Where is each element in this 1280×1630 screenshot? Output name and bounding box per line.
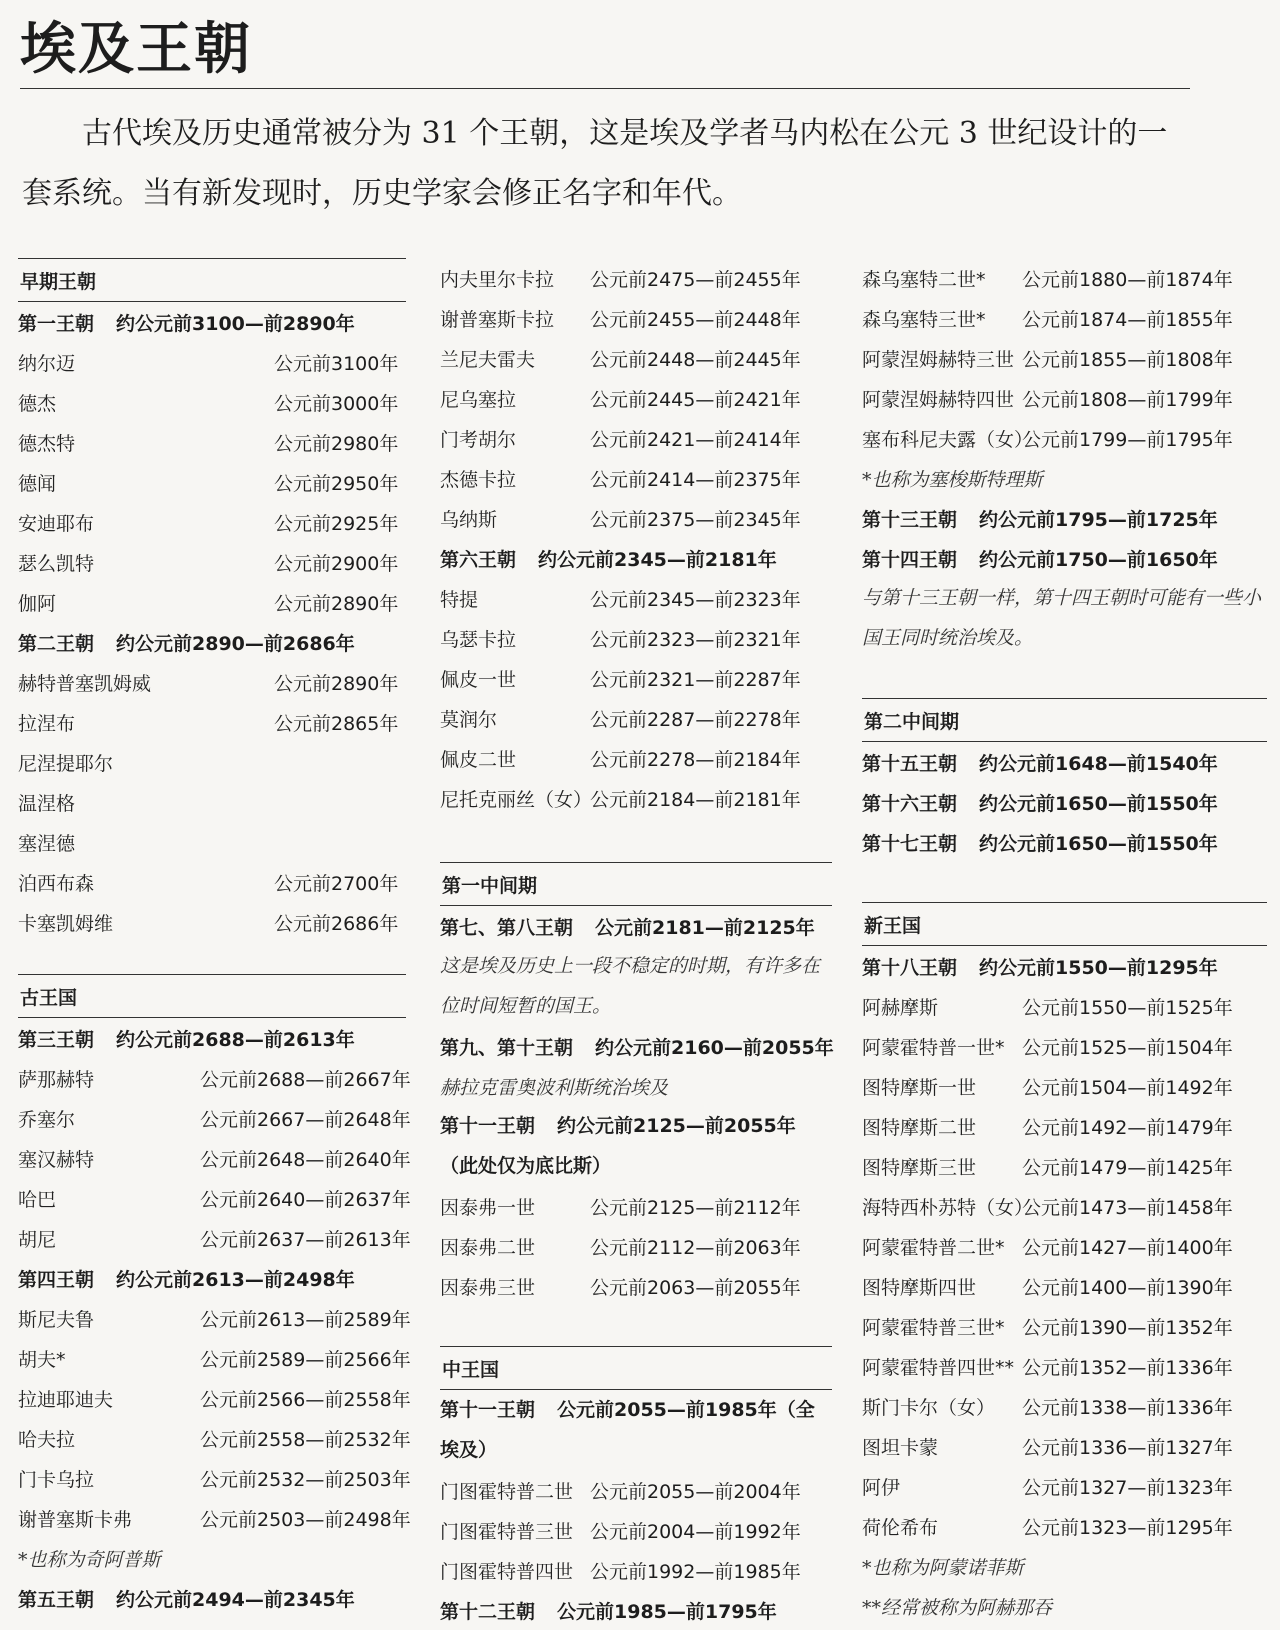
king-row — [440, 658, 832, 698]
reign-dates: 公元前2063—前2055年 — [590, 1276, 801, 1299]
king-row — [18, 502, 406, 542]
king-row — [18, 1378, 411, 1418]
king-row — [440, 258, 832, 298]
dynasty-row — [440, 538, 832, 578]
king-row — [18, 422, 406, 462]
dynasty-row — [862, 742, 1267, 782]
dynasty-row — [440, 1106, 832, 1186]
king-row — [18, 542, 406, 582]
king-row — [440, 1186, 832, 1226]
king-row — [18, 382, 406, 422]
king-row — [862, 986, 1267, 1026]
king-list — [862, 258, 1267, 458]
dynasty-row — [18, 1258, 406, 1298]
dynasty-label: 第七、第八王朝 — [440, 916, 574, 939]
dynasty-range: 公元前2181—前2125年 — [595, 916, 815, 939]
king-list — [440, 1470, 832, 1590]
reign-dates: 公元前1323—前1295年 — [1022, 1516, 1233, 1539]
king-name: 尼涅提耶尔 — [18, 752, 114, 775]
dynasty-range: 约公元前1750—前1650年 — [979, 548, 1218, 571]
reign-dates: 公元前2686年 — [274, 912, 399, 935]
dynasty-row — [18, 1018, 406, 1058]
reign-dates: 公元前2566—前2558年 — [200, 1388, 411, 1411]
king-row — [18, 742, 406, 782]
king-name: 哈巴 — [18, 1188, 57, 1211]
reign-dates: 公元前1808—前1799年 — [1022, 388, 1233, 411]
king-row — [440, 738, 832, 778]
king-row — [440, 778, 832, 818]
king-name: 图坦卡蒙 — [862, 1436, 939, 1459]
dynasty-row — [440, 906, 832, 946]
king-row — [18, 822, 406, 862]
king-row — [440, 578, 832, 618]
page-title: 埃及王朝 — [20, 16, 252, 82]
reign-dates: 公元前2278—前2184年 — [590, 748, 801, 771]
spacer — [18, 942, 406, 974]
reign-dates: 公元前2890年 — [274, 672, 399, 695]
king-name: 德杰 — [18, 392, 57, 415]
king-row — [440, 418, 832, 458]
king-name: 森乌塞特二世* — [862, 268, 986, 291]
section-heading-middle-kingdom: 中王国 — [440, 1346, 832, 1390]
reign-dates: 公元前1479—前1425年 — [1022, 1156, 1233, 1179]
spacer — [440, 818, 832, 862]
king-name: 杰德卡拉 — [440, 468, 517, 491]
king-list — [440, 258, 832, 538]
dynasty-label: 第六王朝 — [440, 548, 517, 571]
king-name: 因泰弗二世 — [440, 1236, 536, 1259]
king-name: 乔塞尔 — [18, 1108, 76, 1131]
reign-dates: 公元前1327—前1323年 — [1022, 1476, 1233, 1499]
king-row — [862, 1506, 1267, 1546]
reign-dates: 公元前2900年 — [274, 552, 399, 575]
king-row — [18, 1098, 411, 1138]
reign-dates: 公元前1855—前1808年 — [1022, 348, 1233, 371]
king-name: 斯门卡尔（女） — [862, 1396, 996, 1419]
king-row — [862, 1026, 1267, 1066]
reign-dates: 公元前1799—前1795年 — [1022, 428, 1233, 451]
king-name: 图特摩斯二世 — [862, 1116, 977, 1139]
dynasty-label: 第十八王朝 — [862, 956, 958, 979]
king-name: 哈夫拉 — [18, 1428, 76, 1451]
king-name: 门图霍特普三世 — [440, 1520, 574, 1543]
reign-dates: 公元前1550—前1525年 — [1022, 996, 1233, 1019]
reign-dates: 公元前2613—前2589年 — [200, 1308, 411, 1331]
king-name: 佩皮二世 — [440, 748, 517, 771]
king-name: 瑟么凯特 — [18, 552, 95, 575]
king-name: 阿蒙霍特普四世** — [862, 1356, 1015, 1379]
dynasty-range: 约公元前2494—前2345年 — [116, 1588, 355, 1611]
reign-dates: 公元前1525—前1504年 — [1022, 1036, 1233, 1059]
king-name: 图特摩斯三世 — [862, 1156, 977, 1179]
king-row — [862, 1186, 1267, 1226]
king-row — [18, 1458, 411, 1498]
spacer — [862, 658, 1267, 698]
column-2 — [440, 258, 832, 1630]
king-name: 乌纳斯 — [440, 508, 498, 531]
dynasty-range: 约公元前3100—前2890年 — [116, 312, 355, 335]
king-row — [440, 338, 832, 378]
column-3 — [862, 258, 1267, 1626]
reign-dates: 公元前2688—前2667年 — [200, 1068, 411, 1091]
dynasty-label: 第十六王朝 — [862, 792, 958, 815]
king-name: 安迪耶布 — [18, 512, 95, 535]
king-row — [18, 1138, 411, 1178]
reign-dates: 公元前2004—前1992年 — [590, 1520, 801, 1543]
reign-dates: 公元前2321—前2287年 — [590, 668, 801, 691]
king-name: 荷伦希布 — [862, 1516, 939, 1539]
king-name: 赫特普塞凯姆威 — [18, 672, 152, 695]
king-row — [18, 1498, 411, 1538]
reign-dates: 公元前2950年 — [274, 472, 399, 495]
section-heading-old-kingdom: 古王国 — [18, 974, 406, 1018]
king-row — [862, 1466, 1267, 1506]
dynasty-label: 第十三王朝 — [862, 508, 958, 531]
reign-dates: 公元前1338—前1336年 — [1022, 1396, 1233, 1419]
reign-dates: 公元前3100年 — [274, 352, 399, 375]
dynasty-label: 第十二王朝 — [440, 1600, 536, 1623]
king-row — [440, 498, 832, 538]
footnote: *也称为阿蒙诺菲斯 — [862, 1556, 1024, 1579]
king-name: 斯尼夫鲁 — [18, 1308, 95, 1331]
dynasty-row — [440, 1390, 832, 1470]
dynasty-label: 第二王朝 — [18, 632, 95, 655]
king-name: 门图霍特普二世 — [440, 1480, 574, 1503]
dynasty-label: 第十四王朝 — [862, 548, 958, 571]
king-name: 海特西朴苏特（女） — [862, 1196, 1034, 1219]
king-row — [18, 902, 406, 942]
king-row — [862, 258, 1267, 298]
king-row — [18, 342, 406, 382]
dynasty-row — [862, 946, 1267, 986]
king-name: 谢普塞斯卡弗 — [18, 1508, 133, 1531]
king-name: 伽阿 — [18, 592, 57, 615]
spacer — [440, 1306, 832, 1346]
column-1 — [18, 258, 411, 1618]
king-name: 兰尼夫雷夫 — [440, 348, 536, 371]
reign-dates: 公元前1427—前1400年 — [1022, 1236, 1233, 1259]
dynasty-note: 与第十三王朝一样，第十四王朝时可能有一些小国王同时统治埃及。 — [862, 587, 1262, 649]
reign-dates: 公元前2055—前2004年 — [590, 1480, 801, 1503]
king-name: 卡塞凯姆维 — [18, 912, 114, 935]
king-row — [862, 1106, 1267, 1146]
reign-dates: 公元前2445—前2421年 — [590, 388, 801, 411]
dynasty-row — [862, 538, 1267, 578]
reign-dates: 公元前1880—前1874年 — [1022, 268, 1233, 291]
king-name: 塞汉赫特 — [18, 1148, 95, 1171]
dynasty-row — [440, 1590, 832, 1630]
spacer — [862, 862, 1267, 902]
dynasty-row — [18, 622, 406, 662]
dynasty-note: 这是埃及历史上一段不稳定的时期，有许多在位时间短暂的国王。 — [440, 955, 821, 1017]
king-row — [18, 582, 406, 622]
dynasty-range: 约公元前1650—前1550年 — [979, 832, 1218, 855]
king-name: 莫润尔 — [440, 708, 498, 731]
dynasty-range: 约公元前2125—前2055年（此处仅为底比斯） — [440, 1115, 796, 1177]
reign-dates: 公元前1492—前1479年 — [1022, 1116, 1233, 1139]
king-row — [440, 1266, 832, 1306]
king-row — [440, 458, 832, 498]
king-name: 温涅格 — [18, 792, 76, 815]
king-name: 内夫里尔卡拉 — [440, 268, 555, 291]
king-name: 拉涅布 — [18, 712, 76, 735]
reign-dates: 公元前3000年 — [274, 392, 399, 415]
king-name: 胡夫* — [18, 1348, 66, 1371]
reign-dates: 公元前2375—前2345年 — [590, 508, 801, 531]
king-row — [862, 1266, 1267, 1306]
king-row — [18, 662, 406, 702]
king-row — [18, 462, 406, 502]
reign-dates: 公元前2980年 — [274, 432, 399, 455]
king-name: 泊西布森 — [18, 872, 95, 895]
footnote: *也称为奇阿普斯 — [18, 1548, 161, 1571]
dynasty-range: 约公元前1648—前1540年 — [979, 752, 1218, 775]
dynasty-label: 第十五王朝 — [862, 752, 958, 775]
reign-dates: 公元前1352—前1336年 — [1022, 1356, 1233, 1379]
dynasty-range: 约公元前2345—前2181年 — [538, 548, 777, 571]
reign-dates: 公元前2532—前2503年 — [200, 1468, 411, 1491]
footnote: **经常被称为阿赫那吞 — [862, 1596, 1053, 1619]
king-name: 佩皮一世 — [440, 668, 517, 691]
king-row — [440, 1470, 832, 1510]
king-list — [440, 1186, 832, 1306]
king-name: 拉迪耶迪夫 — [18, 1388, 114, 1411]
king-row — [440, 618, 832, 658]
king-name: 图特摩斯四世 — [862, 1276, 977, 1299]
reign-dates: 公元前2865年 — [274, 712, 399, 735]
reign-dates: 公元前2184—前2181年 — [590, 788, 801, 811]
king-row — [18, 1058, 411, 1098]
king-row — [862, 1306, 1267, 1346]
king-name: 阿赫摩斯 — [862, 996, 939, 1019]
king-list — [18, 1298, 411, 1538]
king-row — [862, 418, 1267, 458]
reign-dates: 公元前1473—前1458年 — [1022, 1196, 1233, 1219]
dynasty-range: 约公元前2688—前2613年 — [116, 1028, 355, 1051]
dynasty-label: 第五王朝 — [18, 1588, 95, 1611]
king-name: 门考胡尔 — [440, 428, 517, 451]
dynasty-label: 第一王朝 — [18, 312, 95, 335]
reign-dates: 公元前2589—前2566年 — [200, 1348, 411, 1371]
king-row — [18, 782, 406, 822]
reign-dates: 公元前2125—前2112年 — [590, 1196, 801, 1219]
king-row — [18, 1178, 411, 1218]
king-row — [440, 378, 832, 418]
dynasty-label: 第三王朝 — [18, 1028, 95, 1051]
king-name: 纳尔迈 — [18, 352, 76, 375]
dynasty-row — [862, 782, 1267, 822]
king-name: 因泰弗三世 — [440, 1276, 536, 1299]
king-row — [18, 1418, 411, 1458]
king-row — [440, 1510, 832, 1550]
reign-dates: 公元前2414—前2375年 — [590, 468, 801, 491]
reign-dates: 公元前2448—前2445年 — [590, 348, 801, 371]
king-name: 塞布科尼夫露（女） — [862, 428, 1034, 451]
king-row — [862, 378, 1267, 418]
footnote: *也称为塞梭斯特理斯 — [862, 468, 1043, 491]
reign-dates: 公元前1992—前1985年 — [590, 1560, 801, 1583]
reign-dates: 公元前2637—前2613年 — [200, 1228, 411, 1251]
king-row — [440, 298, 832, 338]
dynasty-label: 第十一王朝 — [440, 1399, 536, 1421]
king-row — [862, 1226, 1267, 1266]
king-name: 塞涅德 — [18, 832, 76, 855]
reign-dates: 公元前2323—前2321年 — [590, 628, 801, 651]
king-row — [440, 1550, 832, 1590]
king-row — [862, 1386, 1267, 1426]
king-name: 特提 — [440, 588, 479, 611]
king-name: 阿蒙霍特普二世* — [862, 1236, 1005, 1259]
dynasty-range: 约公元前1550—前1295年 — [979, 956, 1218, 979]
king-name: 乌瑟卡拉 — [440, 628, 517, 651]
king-list — [862, 986, 1267, 1546]
reign-dates: 公元前1874—前1855年 — [1022, 308, 1233, 331]
dynasty-range: 约公元前1650—前1550年 — [979, 792, 1218, 815]
dynasty-row — [18, 1578, 406, 1618]
king-name: 萨那赫特 — [18, 1068, 95, 1091]
reign-dates: 公元前1504—前1492年 — [1022, 1076, 1233, 1099]
dynasty-row — [18, 302, 406, 342]
reign-dates: 公元前1400—前1390年 — [1022, 1276, 1233, 1299]
king-row — [862, 338, 1267, 378]
dynasty-label: 第四王朝 — [18, 1268, 95, 1291]
king-name: 阿蒙涅姆赫特三世 — [862, 348, 1015, 371]
king-name: 德杰特 — [18, 432, 76, 455]
king-row — [862, 298, 1267, 338]
king-name: 胡尼 — [18, 1228, 57, 1251]
king-name: 因泰弗一世 — [440, 1196, 536, 1219]
dynasty-row — [862, 822, 1267, 862]
king-name: 尼托克丽丝（女） — [440, 788, 593, 811]
reign-dates: 公元前2667—前2648年 — [200, 1108, 411, 1131]
reign-dates: 公元前2345—前2323年 — [590, 588, 801, 611]
reign-dates: 公元前2503—前2498年 — [200, 1508, 411, 1531]
reign-dates: 公元前2890年 — [274, 592, 399, 615]
dynasty-label: 第十一王朝 — [440, 1115, 536, 1137]
king-name: 门图霍特普四世 — [440, 1560, 574, 1583]
reign-dates: 公元前2925年 — [274, 512, 399, 535]
king-name: 森乌塞特三世* — [862, 308, 986, 331]
dynasty-note: 赫拉克雷奥波利斯统治埃及 — [440, 1076, 669, 1099]
reign-dates: 公元前2700年 — [274, 872, 399, 895]
king-row — [18, 702, 406, 742]
dynasty-row — [862, 498, 1267, 538]
king-list — [18, 342, 406, 622]
king-name: 门卡乌拉 — [18, 1468, 95, 1491]
section-heading-first-intermediate: 第一中间期 — [440, 862, 832, 906]
dynasty-label: 第九、第十王朝 — [440, 1036, 574, 1059]
king-row — [18, 1218, 411, 1258]
dynasty-label: 第十七王朝 — [862, 832, 958, 855]
section-heading-new-kingdom: 新王国 — [862, 902, 1267, 946]
dynasty-range: 约公元前1795—前1725年 — [979, 508, 1218, 531]
king-row — [862, 1066, 1267, 1106]
reign-dates: 公元前2648—前2640年 — [200, 1148, 411, 1171]
king-name: 阿蒙涅姆赫特四世 — [862, 388, 1015, 411]
king-row — [440, 698, 832, 738]
king-name: 阿伊 — [862, 1476, 901, 1499]
king-row — [18, 1338, 411, 1378]
king-name: 尼乌塞拉 — [440, 388, 517, 411]
reign-dates: 公元前2558—前2532年 — [200, 1428, 411, 1451]
reign-dates: 公元前2640—前2637年 — [200, 1188, 411, 1211]
king-name: 阿蒙霍特普一世* — [862, 1036, 1005, 1059]
intro-paragraph: 古代埃及历史通常被分为 31 个王朝，这是埃及学者马内松在公元 3 世纪设计的一套系统。当有新发现时，历史学家会修正名字和年代。 — [22, 116, 1168, 211]
reign-dates: 公元前1390—前1352年 — [1022, 1316, 1233, 1339]
dynasty-range: 约公元前2160—前2055年 — [595, 1036, 834, 1059]
reign-dates: 公元前2112—前2063年 — [590, 1236, 801, 1259]
reign-dates: 公元前2455—前2448年 — [590, 308, 801, 331]
king-row — [440, 1226, 832, 1266]
reign-dates: 公元前1336—前1327年 — [1022, 1436, 1233, 1459]
king-list — [440, 578, 832, 818]
king-name: 阿蒙霍特普三世* — [862, 1316, 1005, 1339]
dynasty-range: 公元前1985—前1795年 — [557, 1600, 777, 1623]
king-list — [18, 1058, 411, 1258]
section-heading-early: 早期王朝 — [18, 258, 406, 302]
reign-dates: 公元前2287—前2278年 — [590, 708, 801, 731]
dynasty-range: 公元前2055—前1985年（全埃及） — [440, 1399, 815, 1461]
king-list — [18, 662, 406, 942]
king-row — [862, 1426, 1267, 1466]
king-row — [18, 1298, 411, 1338]
section-heading-second-intermediate: 第二中间期 — [862, 698, 1267, 742]
king-row — [862, 1346, 1267, 1386]
reign-dates: 公元前2475—前2455年 — [590, 268, 801, 291]
king-row — [862, 1146, 1267, 1186]
title-divider — [20, 88, 1190, 89]
dynasty-row — [440, 1026, 832, 1066]
king-name: 谢普塞斯卡拉 — [440, 308, 555, 331]
dynasty-range: 约公元前2890—前2686年 — [116, 632, 355, 655]
dynasty-range: 约公元前2613—前2498年 — [116, 1268, 355, 1291]
king-name: 德闻 — [18, 472, 57, 495]
king-row — [18, 862, 406, 902]
reign-dates: 公元前2421—前2414年 — [590, 428, 801, 451]
king-name: 图特摩斯一世 — [862, 1076, 977, 1099]
